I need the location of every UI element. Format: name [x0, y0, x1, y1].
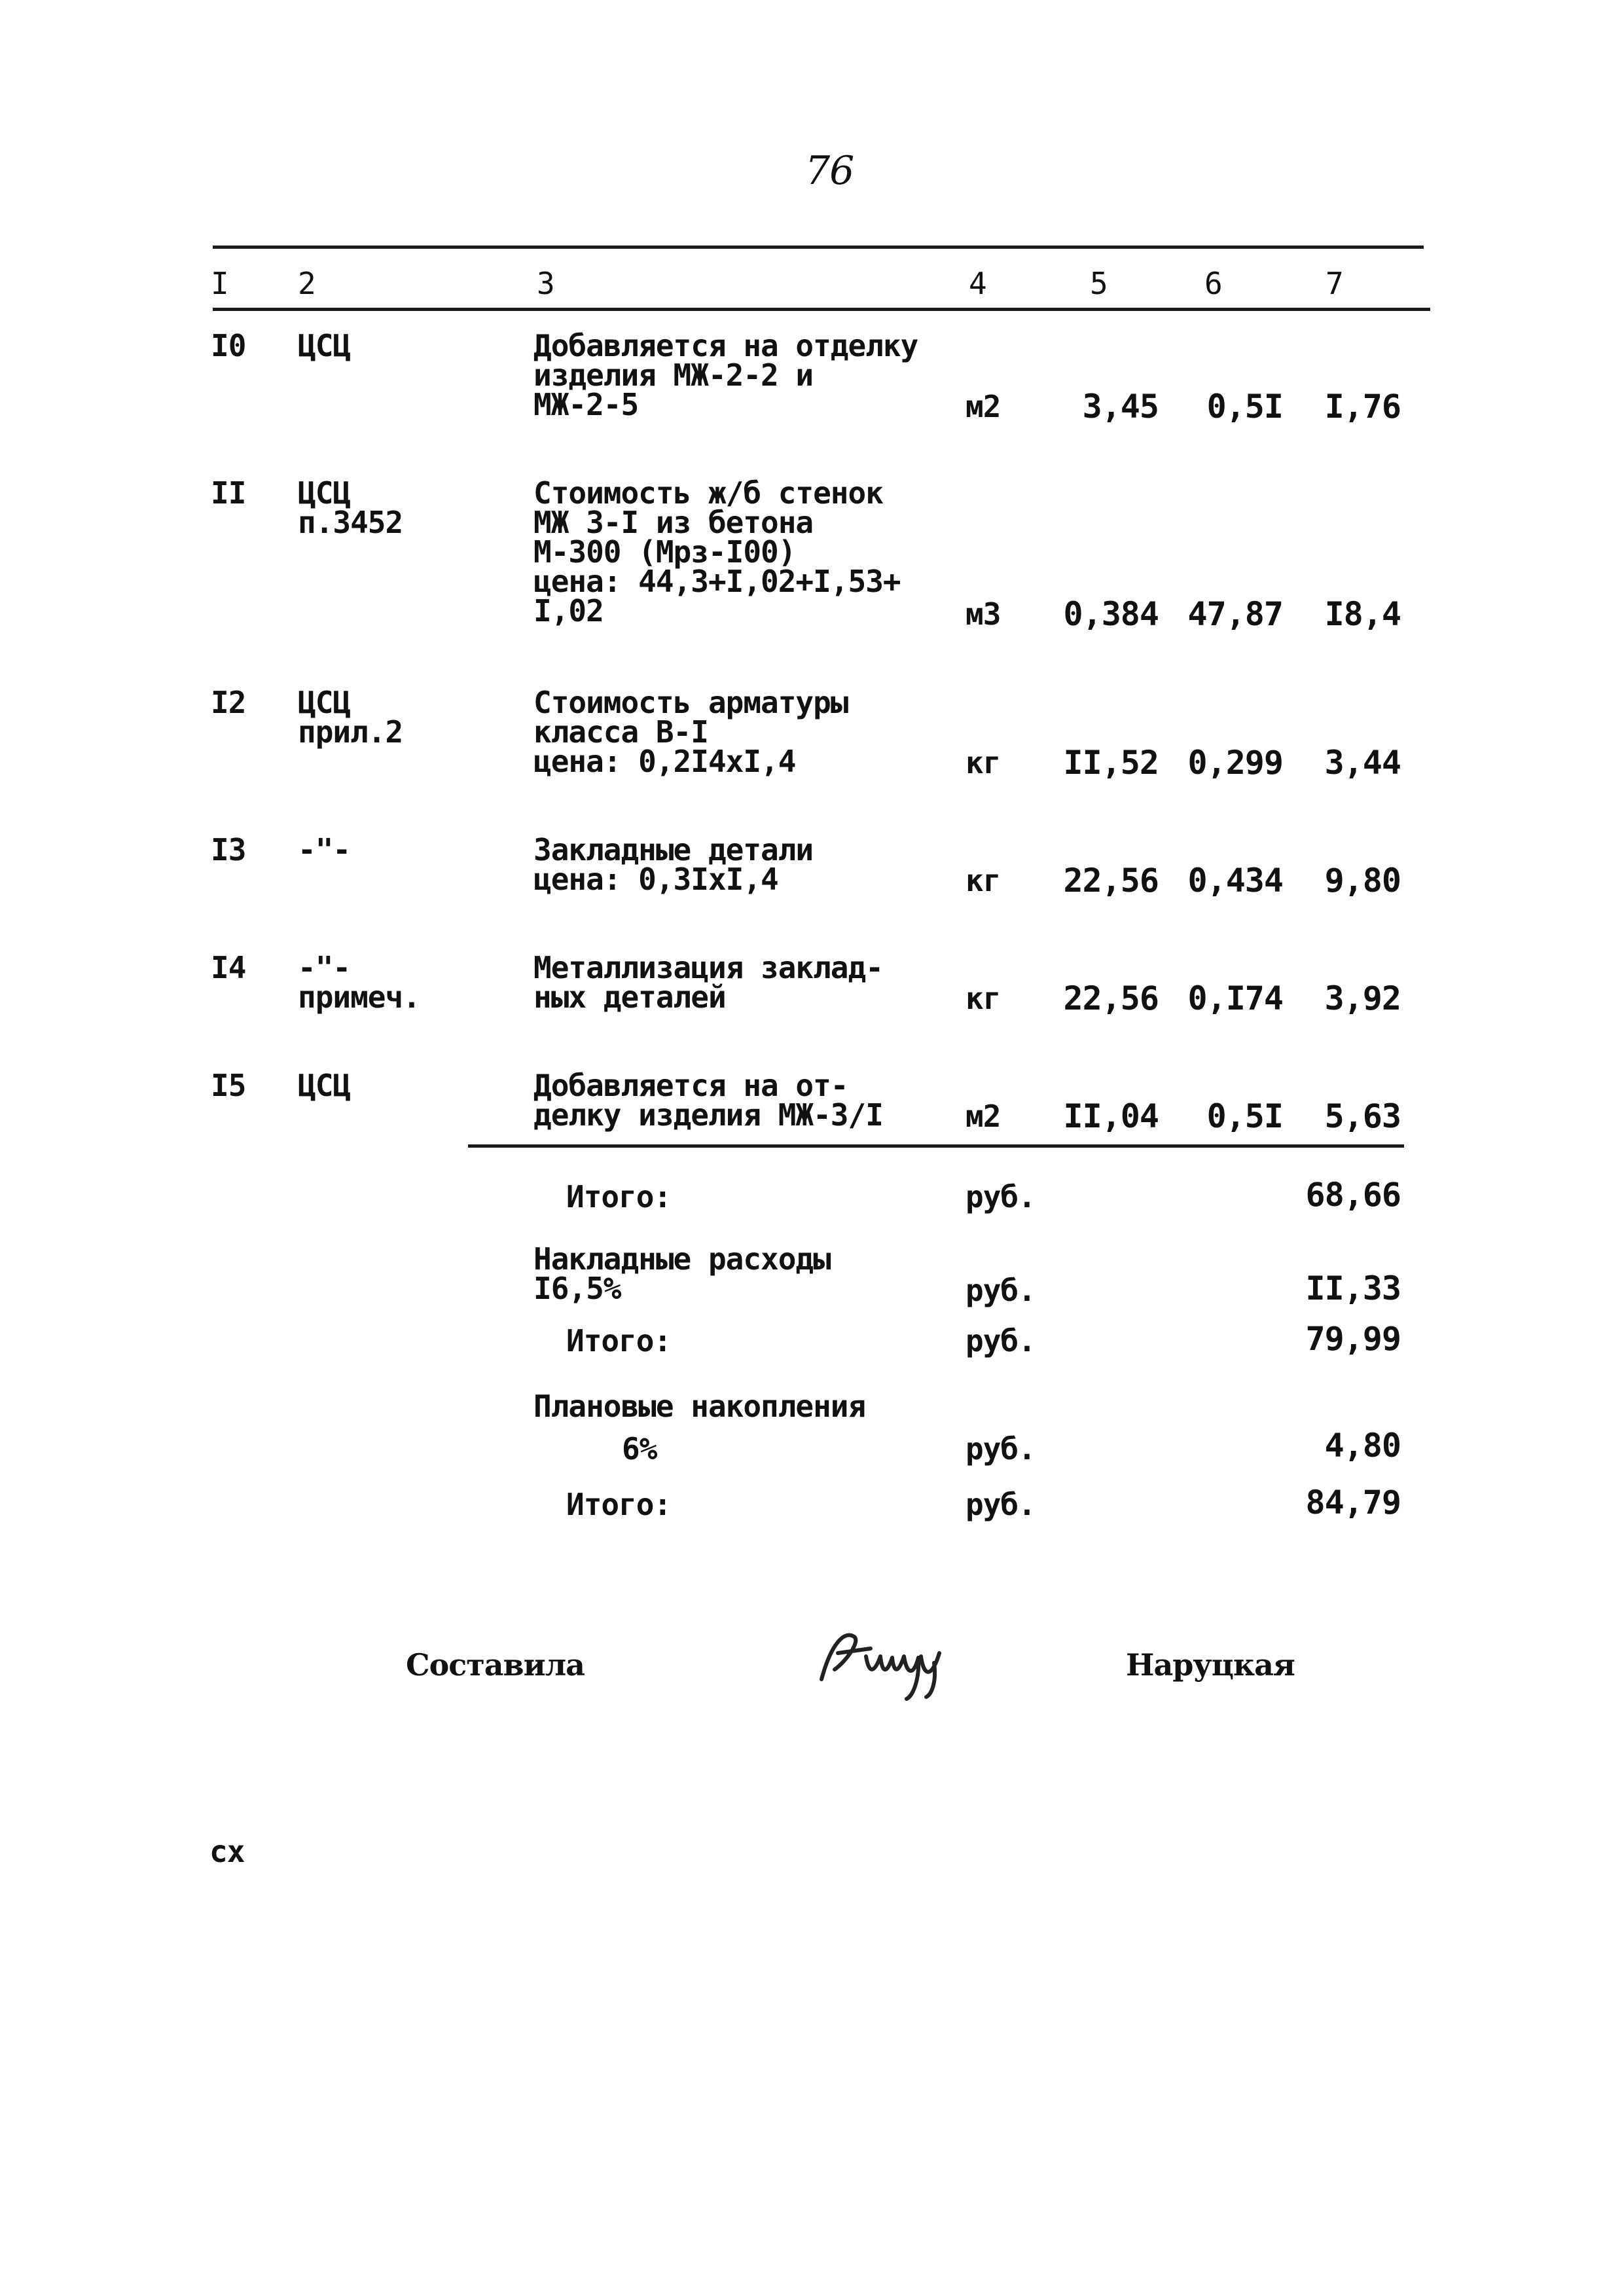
row-total: 3,92: [1324, 979, 1401, 1017]
row-description: ных деталей: [533, 979, 726, 1015]
row-number: I3: [211, 832, 246, 867]
row-description: Стоимость арматуры: [533, 685, 848, 720]
row-quantity: II,52: [1063, 744, 1159, 782]
row-description: Добавляется на отделку: [533, 328, 918, 363]
col-header-6: 6: [1204, 266, 1222, 301]
summary-label: Итого:: [566, 1179, 672, 1214]
row-reference: ЦСЦ: [298, 685, 351, 720]
row-unit-price: 0,5I: [1206, 388, 1283, 426]
row-unit-price: 0,299: [1187, 744, 1283, 782]
summary-total: 68,66: [1305, 1176, 1401, 1214]
compiler-name: Наруцкая: [1126, 1647, 1295, 1683]
row-reference: примеч.: [298, 979, 420, 1015]
row-description: цена: 0,2I4xI,4: [533, 744, 796, 779]
row-unit-price: 0,5I: [1206, 1097, 1283, 1135]
row-description: изделия МЖ-2-2 и: [533, 357, 814, 393]
row-unit: кг: [965, 981, 1001, 1016]
row-description: М-300 (Мрз-I00): [533, 534, 796, 570]
row-unit-price: 0,I74: [1187, 979, 1283, 1017]
row-unit-price: 0,434: [1187, 862, 1283, 900]
top-rule: [213, 246, 1424, 249]
row-quantity: 3,45: [1082, 388, 1159, 426]
row-description: Металлизация заклад-: [533, 950, 883, 985]
totals-rule: [468, 1144, 1404, 1148]
row-quantity: 0,384: [1063, 595, 1159, 633]
summary-total: 84,79: [1305, 1484, 1401, 1522]
col-header-3: 3: [537, 266, 554, 301]
handwritten-signature: [808, 1617, 959, 1702]
row-description: Закладные детали: [533, 832, 814, 867]
summary-label: Плановые накопления: [533, 1389, 866, 1424]
row-reference: п.3452: [298, 505, 403, 540]
row-description: I,02: [533, 593, 604, 629]
row-unit: кг: [965, 863, 1001, 898]
summary-label: 6%: [622, 1431, 657, 1467]
row-description: Добавляется на от-: [533, 1068, 848, 1103]
row-description: делку изделия МЖ-3/I: [533, 1097, 883, 1133]
footer-mark: сх: [209, 1834, 245, 1869]
summary-label: Итого:: [566, 1487, 672, 1522]
col-header-7: 7: [1326, 266, 1343, 301]
header-rule: [213, 308, 1430, 311]
row-number: I2: [211, 685, 246, 720]
row-total: 9,80: [1324, 862, 1401, 900]
row-reference: -"-: [298, 832, 351, 867]
row-total: 5,63: [1324, 1097, 1401, 1135]
summary-label: Итого:: [566, 1323, 672, 1358]
col-header-5: 5: [1090, 266, 1108, 301]
page-number: 76: [805, 148, 854, 194]
row-number: I0: [211, 328, 246, 363]
summary-unit: руб.: [965, 1431, 1036, 1467]
row-description: МЖ 3-I из бетона: [533, 505, 814, 540]
row-quantity: 22,56: [1063, 862, 1159, 900]
summary-total: 79,99: [1305, 1320, 1401, 1358]
row-total: I8,4: [1324, 595, 1401, 633]
summary-total: II,33: [1305, 1269, 1401, 1307]
row-description: цена: 0,3IxI,4: [533, 862, 778, 897]
summary-total: 4,80: [1324, 1427, 1401, 1465]
row-reference: ЦСЦ: [298, 328, 351, 363]
row-reference: ЦСЦ: [298, 1068, 351, 1103]
row-description: класса В-I: [533, 714, 708, 750]
row-unit: кг: [965, 745, 1001, 780]
row-number: I5: [211, 1068, 246, 1103]
row-number: I4: [211, 950, 246, 985]
row-unit: м2: [965, 1099, 1001, 1134]
summary-label: I6,5%: [533, 1271, 621, 1306]
summary-unit: руб.: [965, 1273, 1036, 1308]
col-header-1: I: [211, 266, 228, 301]
row-unit-price: 47,87: [1187, 595, 1283, 633]
col-header-4: 4: [969, 266, 986, 301]
row-reference: -"-: [298, 950, 351, 985]
row-description: МЖ-2-5: [533, 387, 639, 422]
compiled-by-label: Составила: [406, 1647, 585, 1683]
col-header-2: 2: [298, 266, 316, 301]
row-total: 3,44: [1324, 744, 1401, 782]
row-quantity: 22,56: [1063, 979, 1159, 1017]
summary-unit: руб.: [965, 1179, 1036, 1214]
summary-label: Накладные расходы: [533, 1241, 831, 1277]
summary-unit: руб.: [965, 1487, 1036, 1522]
row-reference: ЦСЦ: [298, 475, 351, 511]
row-quantity: II,04: [1063, 1097, 1159, 1135]
row-description: Стоимость ж/б стенок: [533, 475, 883, 511]
row-number: II: [211, 475, 246, 511]
row-unit: м2: [965, 389, 1001, 424]
row-description: цена: 44,3+I,02+I,53+: [533, 564, 901, 599]
row-unit: м3: [965, 596, 1001, 632]
summary-unit: руб.: [965, 1323, 1036, 1358]
row-total: I,76: [1324, 388, 1401, 426]
row-reference: прил.2: [298, 714, 403, 750]
